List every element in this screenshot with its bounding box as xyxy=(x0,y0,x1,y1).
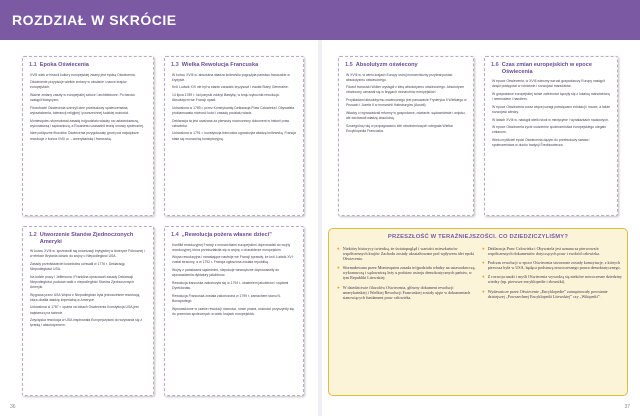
card-number: 1.1 xyxy=(29,62,37,68)
card-paragraph: Deklaracja ta jest uważana za pierwszy nowoczesny dokument w historii praw człowieka. xyxy=(172,118,290,128)
card-paragraph: W końcu XVIII w. absolutna władza królewska pogrążyła państwo francuskie w kryzysie. xyxy=(172,72,290,82)
card-body xyxy=(23,72,153,142)
list-item xyxy=(482,246,622,256)
bullet-icon: ● xyxy=(337,265,340,271)
list-item-text: W dziedzictwie filozofów Oświecenia, główny dokument rewolucji amerykańskiej i Wielkiej Rewolucji Francuskiej zostały ujęte w dokumentach stanowiących fundament praw człowieka. xyxy=(342,284,471,300)
card-heading xyxy=(165,227,303,242)
card-paragraph: Władcy ci wprowadzali reformy w gospodarce, oświacie, sądownictwie i wojsku, ale zachowali władzę absolutną. xyxy=(346,110,466,121)
card-paragraph: Filozof francuski Wolter wystąpił z ideą absolutyzmu oświeconego. Absolutyzm oświecony uznawał się w kręgach monarchów europejskich. xyxy=(346,85,465,95)
card-paragraph: Przykładami absolutyzmu oświeconego jest panowanie Fryderyka II Wielkiego w Prusach i Józefa II w monarchii Habsburgów (Austrii). xyxy=(346,98,467,108)
list-item-text: Sformułowana przez Montesquieu zasada trójpodziału władzy na ustawodawczą, wykonawczą i sądowniczą leży u podstaw ustroju demokratycznych państw, w tym Republiki Litewskiej. xyxy=(342,265,476,281)
card-paragraph: Uchwalona w 1789 r. przez Konstytuantę Deklaracja Praw Człowieka i Obywatela proklamowała równość ludzi i zasadę podziału władz. xyxy=(172,105,295,115)
card-paragraph: Zasady przedstawiciel kolonistów uchwalił w 1776 r. Deklarację Niepodległości USA. xyxy=(30,261,125,272)
summary-card-1-5 xyxy=(338,56,474,216)
card-number: 1.5 xyxy=(345,62,353,68)
summary-card-1-1 xyxy=(22,56,154,216)
list-item xyxy=(482,289,622,299)
list-item-text: Deklaracja Praw Człowieka i Obywatela jest uznana za pierwowzór współczesnych dokumentów dotyczących praw i swobód człowieka. xyxy=(487,246,601,257)
page-gutter xyxy=(318,40,322,416)
list-item xyxy=(482,260,622,270)
summary-card-1-4 xyxy=(164,226,304,396)
card-paragraph: W XVIII w. w wielu krajach Europy ustrój monarchiczny przybrał postać absolutyzmu oświeconego. xyxy=(346,72,453,82)
card-paragraph: Idee polityczne filozofów Oświecenia przygotowały grunt pod największe rewolucje z końca XVIII w. – amerykańską i francuską. xyxy=(30,131,139,141)
bullet-icon: ● xyxy=(337,284,340,290)
card-heading xyxy=(23,57,153,72)
card-number: 1.3 xyxy=(171,62,179,68)
summary-card-1-6 xyxy=(484,56,618,216)
card-paragraph: Uchwalona w 1791 r. konstytucja francuska ograniczyła władzę królewską. Francja stała się monarchią konstytucyjną. xyxy=(172,131,296,141)
card-heading xyxy=(165,57,303,72)
card-body xyxy=(485,78,617,148)
card-body xyxy=(339,72,473,134)
card-paragraph: Szczególną rolę w propagowaniu idei oświeceniowych odegrała Wielka Encyklopedia Francuska. xyxy=(346,123,453,133)
card-paragraph: Konflikt rewolucyjnej Francji z monarchiami europejskimi doprowadził do wojny rewolucyjnej, która przekształciła się w wojnę o charakterze europejskim. xyxy=(172,242,291,252)
card-paragraph: W epoce Oświecenia życie codzienne społeczeństwa europejskiego ulegało zmianom. xyxy=(492,125,607,135)
card-title: „Rewolucja pożera własne dzieci” xyxy=(181,232,272,238)
card-paragraph: Wygrana przez USA Wojna o Niepodległość była jednocześnie rewolucją, która obaliła władzę imperialną w Ameryce. xyxy=(30,292,141,302)
heritage-column-right xyxy=(482,246,622,303)
card-number: 1.6 xyxy=(491,62,499,68)
heritage-column-left xyxy=(337,246,477,304)
card-paragraph: Oświecenie przypisuje wielkie zmiany w oświacie i nauce krajów europejskich. xyxy=(30,80,127,90)
summary-card-1-3 xyxy=(164,56,304,216)
card-title: Absolutyzm oświecony xyxy=(355,62,418,68)
bullet-icon: ● xyxy=(482,288,485,294)
card-paragraph: Rewolucja Francuska została zakończona w 1799 r. zamachem stanu N. Bonapartego. xyxy=(172,293,281,303)
card-body xyxy=(165,242,303,317)
card-body xyxy=(23,248,153,328)
card-title: Czas zmian europejskich w epoce Oświecenia xyxy=(501,62,592,75)
card-title: Epoka Oświecenia xyxy=(39,62,89,68)
bullet-icon: ● xyxy=(337,246,340,251)
card-paragraph: Uchwalona w 1787 r. oparta na ideach Oświecenia Konstytucja USA jest najstarszą na świecie. xyxy=(30,305,139,315)
list-item-text: Niektóry historycy twierdzą, że światopogląd i wartości mieszkańców współczesnych krajów Zachodu zostały ukształtowane pod wpływem idei epoki Oświecenia. xyxy=(342,246,474,262)
bullet-icon: ● xyxy=(482,260,485,266)
card-paragraph: Montesquieu sformułował zasadę trójpodziału władzy na ustawodawczą, wykonawczą i sądowniczą, a Rousseau uzasadnił teorię umowy społecznej. xyxy=(30,118,144,128)
list-item-text: Z rozwoju nauki i myśli Oświecenia wywodzą się niektóre nowoczesne dziedziny wiedzy (np. pierwsze encyklopedie i słowniki). xyxy=(487,274,622,285)
card-paragraph: XVIII wiek w historii kultury europejskiej zwany jest epoką Oświecenia. xyxy=(30,72,136,77)
card-paragraph: Filozofowie Oświecenia szerzyli idee przebudowy społeczeństwa, wykształcenia, tolerancji religijnej i powszechnej ludzkiej wolności. xyxy=(30,105,130,115)
card-paragraph: Rewolucja francuska zakończyła się w 1794 r. obaleniem jakobinów i rządami Dyrektoriatu. xyxy=(172,280,289,291)
card-paragraph: 14 lipca 1789 r. lud paryski zdobył Bastylię, w kraju wybuchła rewolucja. Absolutyzm we Francji upadł. xyxy=(172,93,280,103)
summary-card-1-2 xyxy=(22,226,154,396)
card-paragraph: W końcu XVIII w. sprzeciwili się kolonizacji brytyjskiej w Ameryce Północnej i w efekcie Brytania doszło do wojny o Niepodległość USA. xyxy=(30,249,145,259)
card-paragraph: Wprowadzone w czasie rewolucji równości, nowe prawa, wolności przyczyniły się do przemian społecznych w wielu krajach europejskich. xyxy=(172,306,294,316)
list-item-text: Podczas rewolucji w epoce Oświecenia stworzone zostały konstytucje, z których pierwsza była w USA, będąca podstawą nowoczesnego prawa demokratycznego. xyxy=(487,260,621,271)
card-paragraph: Ważne zmiany zaszły w europejskiej sztuce i architekturze. Po baroku nastąpił klasycyzm. xyxy=(30,93,136,103)
header-bar xyxy=(0,0,640,40)
card-heading xyxy=(485,57,617,78)
heritage-box-title: PRZESZŁOŚĆ W TERAŹNIEJSZOŚCI. CO DZIEDZICZYLIŚMY? xyxy=(387,234,569,240)
card-heading xyxy=(339,57,473,72)
bullet-icon: ● xyxy=(482,274,485,280)
page-number-left: 36 xyxy=(10,404,16,410)
card-paragraph: Wielu myślicieli epoki Oświecenia dążyło do przebudowy świata i społeczeństwa w duchu tradycji Średniowiecza. xyxy=(492,138,590,148)
list-item xyxy=(337,246,477,261)
heritage-box xyxy=(328,228,628,396)
bullet-icon: ● xyxy=(482,246,485,251)
card-paragraph: W gospodarce europejskiej ścisłe zależności łączyły się z lokalną manufakturą i rzemiosłem i handlem. xyxy=(492,91,610,102)
chapter-summary-title: ROZDZIAŁ W SKRÓCIE xyxy=(12,12,177,28)
card-title: Utworzenie Stanów Zjednoczonych Ameryki xyxy=(39,232,134,245)
list-item xyxy=(337,265,477,280)
card-number: 1.4 xyxy=(171,232,179,238)
card-paragraph: Wojny z państwami sąsiednimi, niepokoje wewnętrzne doprowadziły do wprowadzenia dyktatury jakobinów. xyxy=(172,268,279,278)
page-number-right: 37 xyxy=(624,404,630,410)
card-paragraph: Zwycięska rewolucja w USA inspirowała Europejczyków do wzywania się z tyranią i absolutyzmem. xyxy=(30,318,143,328)
card-body xyxy=(165,72,303,142)
card-paragraph: W epoce Oświecenia, w XVIII wieczny wzrost gospodarczy Europy nastąpił dzięki postępowi w rolnictwie i rozwojowi manufaktur. xyxy=(492,79,605,89)
card-paragraph: Na ludzie pracy i Jeffersona i Franklina opracowali zasady Deklaracji Niepodległości podczas walk o niepodległość Stanów Zjednoczonych Ameryki. xyxy=(30,274,134,289)
card-paragraph: Wojna rewolucyjna i narastające nastroje we Francji sprawiły, że król Ludwik XVI został stracony, a w 1792 r. Francja ogłoszona została republiką. xyxy=(172,255,293,265)
card-title: Wielka Rewolucja Francuska xyxy=(181,62,259,68)
list-item xyxy=(482,274,622,284)
list-item xyxy=(337,285,477,300)
card-paragraph: Król Ludwik XVI nie był w stanie zaradzić kryzysowi i zwołał Stany Generalne. xyxy=(172,85,289,90)
card-paragraph: W epoce Oświecenia coraz więcej uwagi poświęcano edukacji i nauce, a także rozwojowi wiedzy. xyxy=(492,104,611,114)
card-paragraph: W latach XVIII w. nastąpił wielki skok w medycynie i wynalazkach naukowych. xyxy=(492,117,609,122)
card-heading xyxy=(23,227,153,248)
card-number: 1.2 xyxy=(29,232,37,238)
list-item-text: Wydawnicze przez Oświecenie „Encyklopedie” zainspirowały powstanie dzisiejszej „Powszechnej Encyklopedii Litewskiej” czy „Wikipedii”. xyxy=(487,288,608,299)
